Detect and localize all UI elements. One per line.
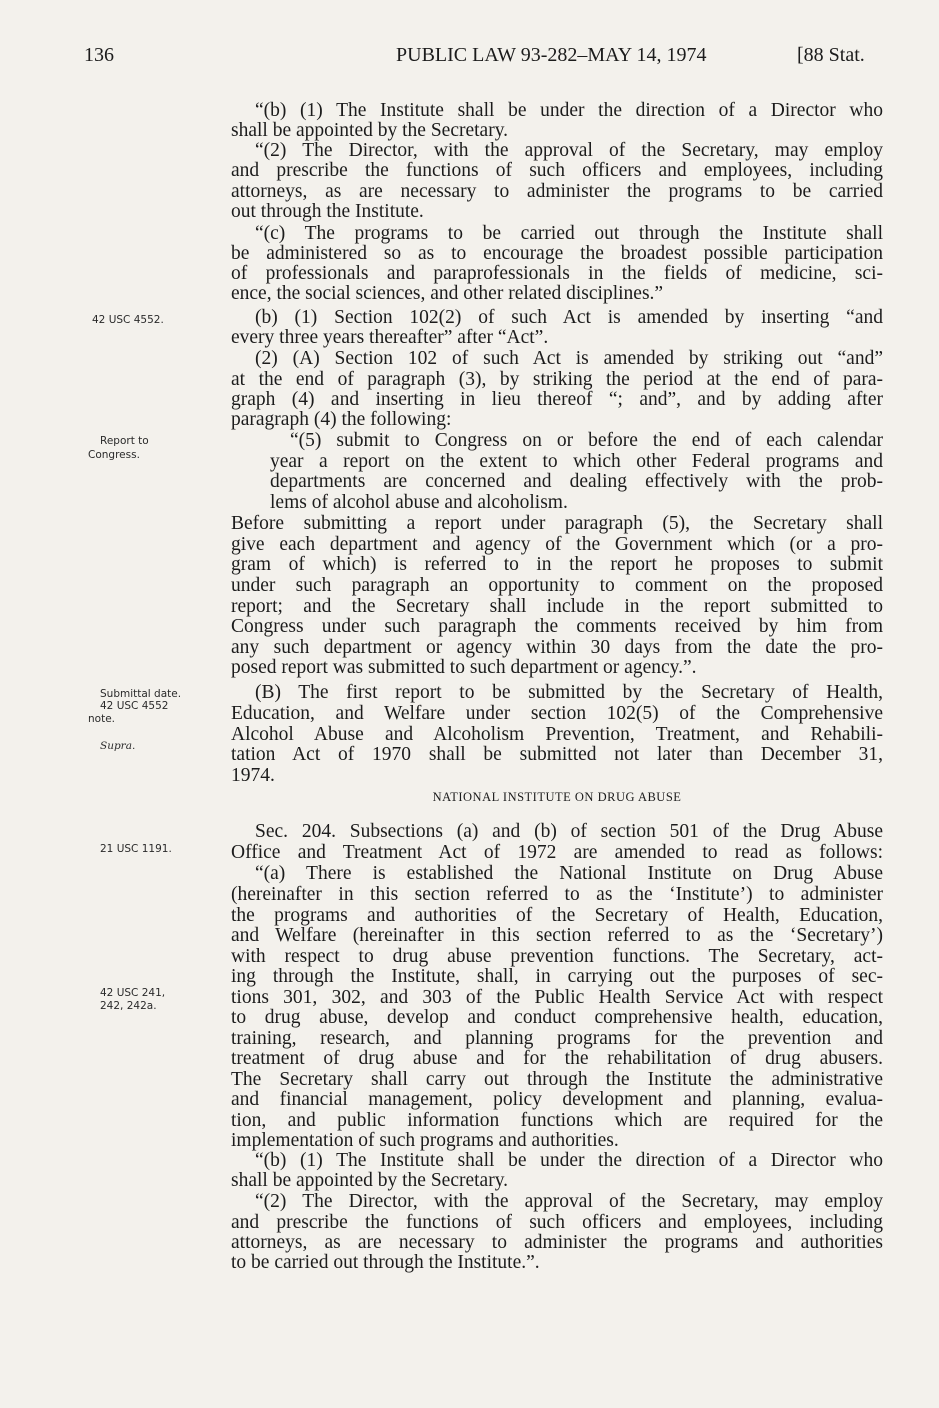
text-line: report; and the Secretary shall include in the report submitted to bbox=[231, 596, 883, 617]
text-line: and financial management, policy development and planning, evalua- bbox=[231, 1089, 883, 1110]
text-line: every three years thereafter” after “Act”. bbox=[231, 327, 549, 348]
margin-note-supra: Supra. bbox=[100, 740, 136, 752]
text-line: and prescribe the functions of such officers and employees, including bbox=[231, 160, 883, 181]
text-line: Alcohol Abuse and Alcoholism Prevention, Treatment, and Rehabili- bbox=[231, 724, 883, 745]
text-line: tation Act of 1970 shall be submitted not later than December 31, bbox=[231, 744, 883, 765]
text-line: (b) (1) Section 102(2) of such Act is amended by inserting “and bbox=[255, 307, 883, 328]
text-line: “(a) There is established the National Institute on Drug Abuse bbox=[255, 863, 883, 884]
margin-note-usc-241: 42 USC 241, bbox=[100, 987, 166, 999]
text-line: training, research, and planning programs for the prevention and bbox=[231, 1028, 883, 1049]
text-line: “(5) submit to Congress on or before the end of each calendar bbox=[290, 430, 883, 451]
margin-note-usc-242: 242, 242a. bbox=[100, 1000, 157, 1012]
text-line: and prescribe the functions of such officers and employees, including bbox=[231, 1212, 883, 1233]
text-line: at the end of paragraph (3), by striking the period at the end of para- bbox=[231, 369, 883, 390]
text-line: departments are concerned and dealing effectively with the prob- bbox=[270, 471, 883, 492]
text-line: (hereinafter in this section referred to as the ‘Institute’) to administer bbox=[231, 884, 883, 905]
text-line: posed report was submitted to such department or agency.”. bbox=[231, 657, 697, 678]
text-line: shall be appointed by the Secretary. bbox=[231, 120, 509, 141]
text-line: The Secretary shall carry out through the Institute the administrative bbox=[231, 1069, 883, 1090]
text-line: tions 301, 302, and 303 of the Public Health Service Act with respect bbox=[231, 987, 883, 1008]
text-line: ing through the Institute, shall, in carrying out the purposes of sec- bbox=[231, 966, 883, 987]
margin-note-submittal-date: Submittal date. bbox=[100, 688, 182, 700]
text-line: of professionals and paraprofessionals in the fields of medicine, sci- bbox=[231, 263, 883, 284]
margin-note-report-to: Report to bbox=[100, 435, 149, 447]
margin-note-note: note. bbox=[88, 713, 115, 725]
text-line: implementation of such programs and authorities. bbox=[231, 1130, 619, 1151]
text-line: treatment of drug abuse and for the rehabilitation of drug abusers. bbox=[231, 1048, 883, 1069]
text-line: the programs and authorities of the Secretary of Health, Education, bbox=[231, 905, 883, 926]
text-line: gram of which) is referred to in the report he proposes to submit bbox=[231, 554, 883, 575]
text-line: attorneys, as are necessary to administer the programs to be carried bbox=[231, 181, 883, 202]
text-line: be administered so as to encourage the broadest possible participation bbox=[231, 243, 883, 264]
statute-reference: [88 Stat. bbox=[797, 44, 865, 66]
text-line: (2) (A) Section 102 of such Act is amended by striking out “and” bbox=[255, 348, 883, 369]
text-line: Before submitting a report under paragraph (5), the Secretary shall bbox=[231, 513, 883, 534]
text-line: Sec. 204. Subsections (a) and (b) of section 501 of the Drug Abuse bbox=[255, 821, 883, 842]
text-line: 1974. bbox=[231, 765, 275, 786]
text-line: tion, and public information functions which are required for the bbox=[231, 1110, 883, 1131]
section-heading: NATIONAL INSTITUTE ON DRUG ABUSE bbox=[432, 790, 682, 804]
text-line: any such department or agency within 30 days from the date the pro- bbox=[231, 637, 883, 658]
margin-note-usc-1191: 21 USC 1191. bbox=[100, 843, 172, 855]
text-line: with respect to drug abuse prevention functions. The Secretary, act- bbox=[231, 946, 883, 967]
text-line: to drug abuse, develop and conduct comprehensive health, education, bbox=[231, 1007, 883, 1028]
text-line: “(b) (1) The Institute shall be under the direction of a Director who bbox=[255, 100, 883, 121]
text-line: shall be appointed by the Secretary. bbox=[231, 1170, 509, 1191]
text-line: Office and Treatment Act of 1972 are amended to read as follows: bbox=[231, 842, 883, 863]
text-line: (B) The first report to be submitted by the Secretary of Health, bbox=[255, 682, 883, 703]
margin-note-congress: Congress. bbox=[88, 449, 140, 461]
text-line: ence, the social sciences, and other related disciplines.” bbox=[231, 283, 664, 304]
margin-note-usc-4552-b: 42 USC 4552 bbox=[100, 700, 169, 712]
text-line: to be carried out through the Institute.”. bbox=[231, 1252, 540, 1273]
text-line: under such paragraph an opportunity to comment on the proposed bbox=[231, 575, 883, 596]
text-line: “(2) The Director, with the approval of the Secretary, may employ bbox=[255, 1191, 883, 1212]
text-line: out through the Institute. bbox=[231, 201, 424, 222]
page-number: 136 bbox=[84, 44, 114, 66]
running-title: PUBLIC LAW 93-282–MAY 14, 1974 bbox=[396, 44, 707, 66]
text-line: paragraph (4) the following: bbox=[231, 409, 452, 430]
text-line: “(c) The programs to be carried out through the Institute shall bbox=[255, 223, 883, 244]
text-line: give each department and agency of the Government which (or a pro- bbox=[231, 534, 883, 555]
text-line: and Welfare (hereinafter in this section referred to as the ‘Secretary’) bbox=[231, 925, 883, 946]
text-line: “(2) The Director, with the approval of the Secretary, may employ bbox=[255, 140, 883, 161]
text-line: Congress under such paragraph the comments received by him from bbox=[231, 616, 883, 637]
text-line: “(b) (1) The Institute shall be under the direction of a Director who bbox=[255, 1150, 883, 1171]
text-line: lems of alcohol abuse and alcoholism. bbox=[270, 492, 568, 513]
text-line: Education, and Welfare under section 102(5) of the Comprehensive bbox=[231, 703, 883, 724]
margin-note-usc-4552: 42 USC 4552. bbox=[92, 314, 164, 326]
text-line: attorneys, as are necessary to administer the programs and authorities bbox=[231, 1232, 883, 1253]
text-line: graph (4) and inserting in lieu thereof “; and”, and by adding after bbox=[231, 389, 883, 410]
text-line: year a report on the extent to which other Federal programs and bbox=[270, 451, 883, 472]
